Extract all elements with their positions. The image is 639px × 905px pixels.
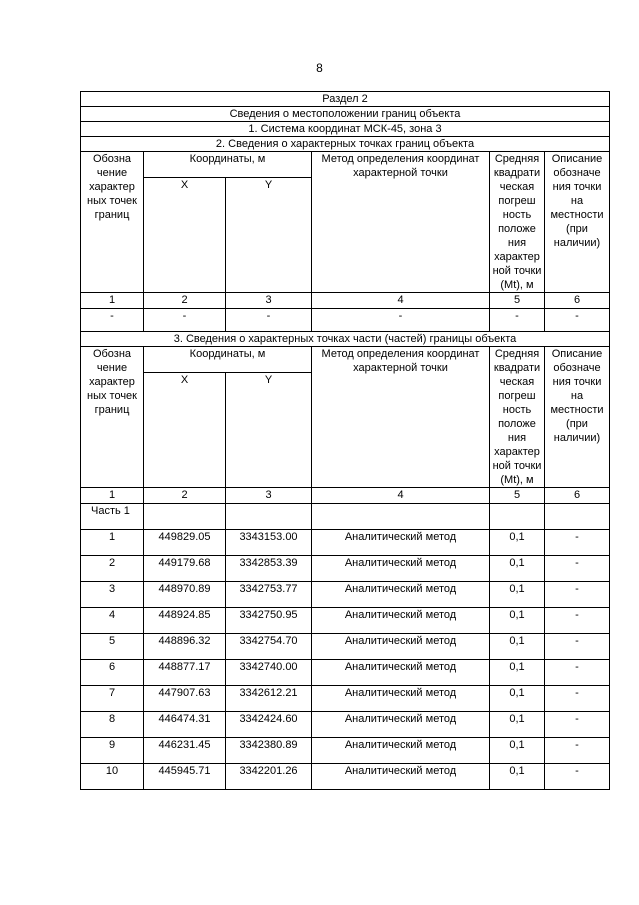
description-cell: - (545, 634, 610, 660)
page-number: 8 (316, 61, 323, 75)
header-designation: Обозна чение характер ных точек границ (81, 347, 144, 488)
coord-x: 448970.89 (144, 582, 226, 608)
method-cell: Аналитический метод (312, 530, 490, 556)
error-cell: 0,1 (490, 556, 545, 582)
table-row (81, 764, 610, 790)
method-cell: Аналитический метод (312, 764, 490, 790)
coord-x: 448896.32 (144, 634, 226, 660)
column-number: 3 (226, 293, 312, 309)
column-number: 3 (226, 488, 312, 504)
empty-cell (226, 504, 312, 530)
coord-x: 448877.17 (144, 660, 226, 686)
point-number: 1 (81, 530, 144, 556)
header-description: Описание обозначе ния точки на местности (при наличии) (545, 347, 610, 488)
table-row (81, 686, 610, 712)
method-cell: Аналитический метод (312, 686, 490, 712)
coord-x: 446231.45 (144, 738, 226, 764)
method-cell: Аналитический метод (312, 608, 490, 634)
point-number: 4 (81, 608, 144, 634)
column-number: 4 (312, 293, 490, 309)
description-cell: - (545, 712, 610, 738)
column-number: 5 (490, 488, 545, 504)
column-number: 5 (490, 293, 545, 309)
empty-cell (144, 504, 226, 530)
header-x: X (144, 178, 226, 293)
coord-y: 3342754.70 (226, 634, 312, 660)
section2-title: 2. Сведения о характерных точках границ объекта (81, 137, 610, 152)
point-number: 6 (81, 660, 144, 686)
empty-cell: - (226, 309, 312, 332)
table-row (81, 634, 610, 660)
header-y: Y (226, 178, 312, 293)
column-number: 2 (144, 488, 226, 504)
data-rows (81, 530, 610, 790)
coord-x: 445945.71 (144, 764, 226, 790)
empty-cell: - (312, 309, 490, 332)
table-row (81, 738, 610, 764)
header-x: X (144, 373, 226, 488)
coord-y: 3342612.21 (226, 686, 312, 712)
point-number: 3 (81, 582, 144, 608)
error-cell: 0,1 (490, 634, 545, 660)
coord-y: 3342750.95 (226, 608, 312, 634)
point-number: 9 (81, 738, 144, 764)
coord-y: 3342753.77 (226, 582, 312, 608)
empty-cell (490, 504, 545, 530)
coord-y: 3342201.26 (226, 764, 312, 790)
description-cell: - (545, 738, 610, 764)
coord-y: 3343153.00 (226, 530, 312, 556)
method-cell: Аналитический метод (312, 712, 490, 738)
section3-title: 3. Сведения о характерных точках части (частей) границы объекта (81, 332, 610, 347)
description-cell: - (545, 530, 610, 556)
coord-x: 446474.31 (144, 712, 226, 738)
header-coordinates: Координаты, м (144, 152, 312, 178)
method-cell: Аналитический метод (312, 582, 490, 608)
error-cell: 0,1 (490, 764, 545, 790)
method-cell: Аналитический метод (312, 556, 490, 582)
section-title: Раздел 2 (81, 92, 610, 107)
header-method: Метод определения координат характерной точки (312, 152, 490, 293)
column-number: 4 (312, 488, 490, 504)
empty-cell: - (490, 309, 545, 332)
column-number: 6 (545, 293, 610, 309)
point-number: 8 (81, 712, 144, 738)
method-cell: Аналитический метод (312, 738, 490, 764)
error-cell: 0,1 (490, 712, 545, 738)
error-cell: 0,1 (490, 660, 545, 686)
part-label: Часть 1 (81, 504, 144, 530)
column-number: 2 (144, 293, 226, 309)
table-row (81, 712, 610, 738)
boundary-table (80, 91, 610, 790)
table-row (81, 608, 610, 634)
header-method: Метод определения координат характерной точки (312, 347, 490, 488)
error-cell: 0,1 (490, 608, 545, 634)
table-row (81, 556, 610, 582)
empty-cell: - (545, 309, 610, 332)
coord-x: 449829.05 (144, 530, 226, 556)
coordinate-system: 1. Система координат МСК-45, зона 3 (81, 122, 610, 137)
empty-cell: - (144, 309, 226, 332)
coord-x: 448924.85 (144, 608, 226, 634)
method-cell: Аналитический метод (312, 660, 490, 686)
description-cell: - (545, 764, 610, 790)
error-cell: 0,1 (490, 738, 545, 764)
table-row (81, 660, 610, 686)
coord-x: 449179.68 (144, 556, 226, 582)
description-cell: - (545, 660, 610, 686)
column-number: 1 (81, 293, 144, 309)
column-number: 6 (545, 488, 610, 504)
header-error: Средняя квадрати ческая погреш ность положе ния характер ной точки (Mt), м (490, 152, 545, 293)
coord-x: 447907.63 (144, 686, 226, 712)
point-number: 10 (81, 764, 144, 790)
point-number: 5 (81, 634, 144, 660)
coord-y: 3342380.89 (226, 738, 312, 764)
column-number: 1 (81, 488, 144, 504)
section-subtitle: Сведения о местоположении границ объекта (81, 107, 610, 122)
header-coordinates: Координаты, м (144, 347, 312, 373)
empty-cell (312, 504, 490, 530)
empty-cell (545, 504, 610, 530)
point-number: 7 (81, 686, 144, 712)
empty-cell: - (81, 309, 144, 332)
coord-y: 3342740.00 (226, 660, 312, 686)
header-error: Средняя квадрати ческая погреш ность положе ния характер ной точки (Mt), м (490, 347, 545, 488)
error-cell: 0,1 (490, 686, 545, 712)
table-row (81, 582, 610, 608)
point-number: 2 (81, 556, 144, 582)
description-cell: - (545, 556, 610, 582)
header-description: Описание обозначе ния точки на местности (при наличии) (545, 152, 610, 293)
coord-y: 3342424.60 (226, 712, 312, 738)
error-cell: 0,1 (490, 582, 545, 608)
method-cell: Аналитический метод (312, 634, 490, 660)
header-y: Y (226, 373, 312, 488)
coord-y: 3342853.39 (226, 556, 312, 582)
description-cell: - (545, 608, 610, 634)
description-cell: - (545, 582, 610, 608)
table-row (81, 530, 610, 556)
header-designation: Обозна чение характер ных точек границ (81, 152, 144, 293)
error-cell: 0,1 (490, 530, 545, 556)
description-cell: - (545, 686, 610, 712)
